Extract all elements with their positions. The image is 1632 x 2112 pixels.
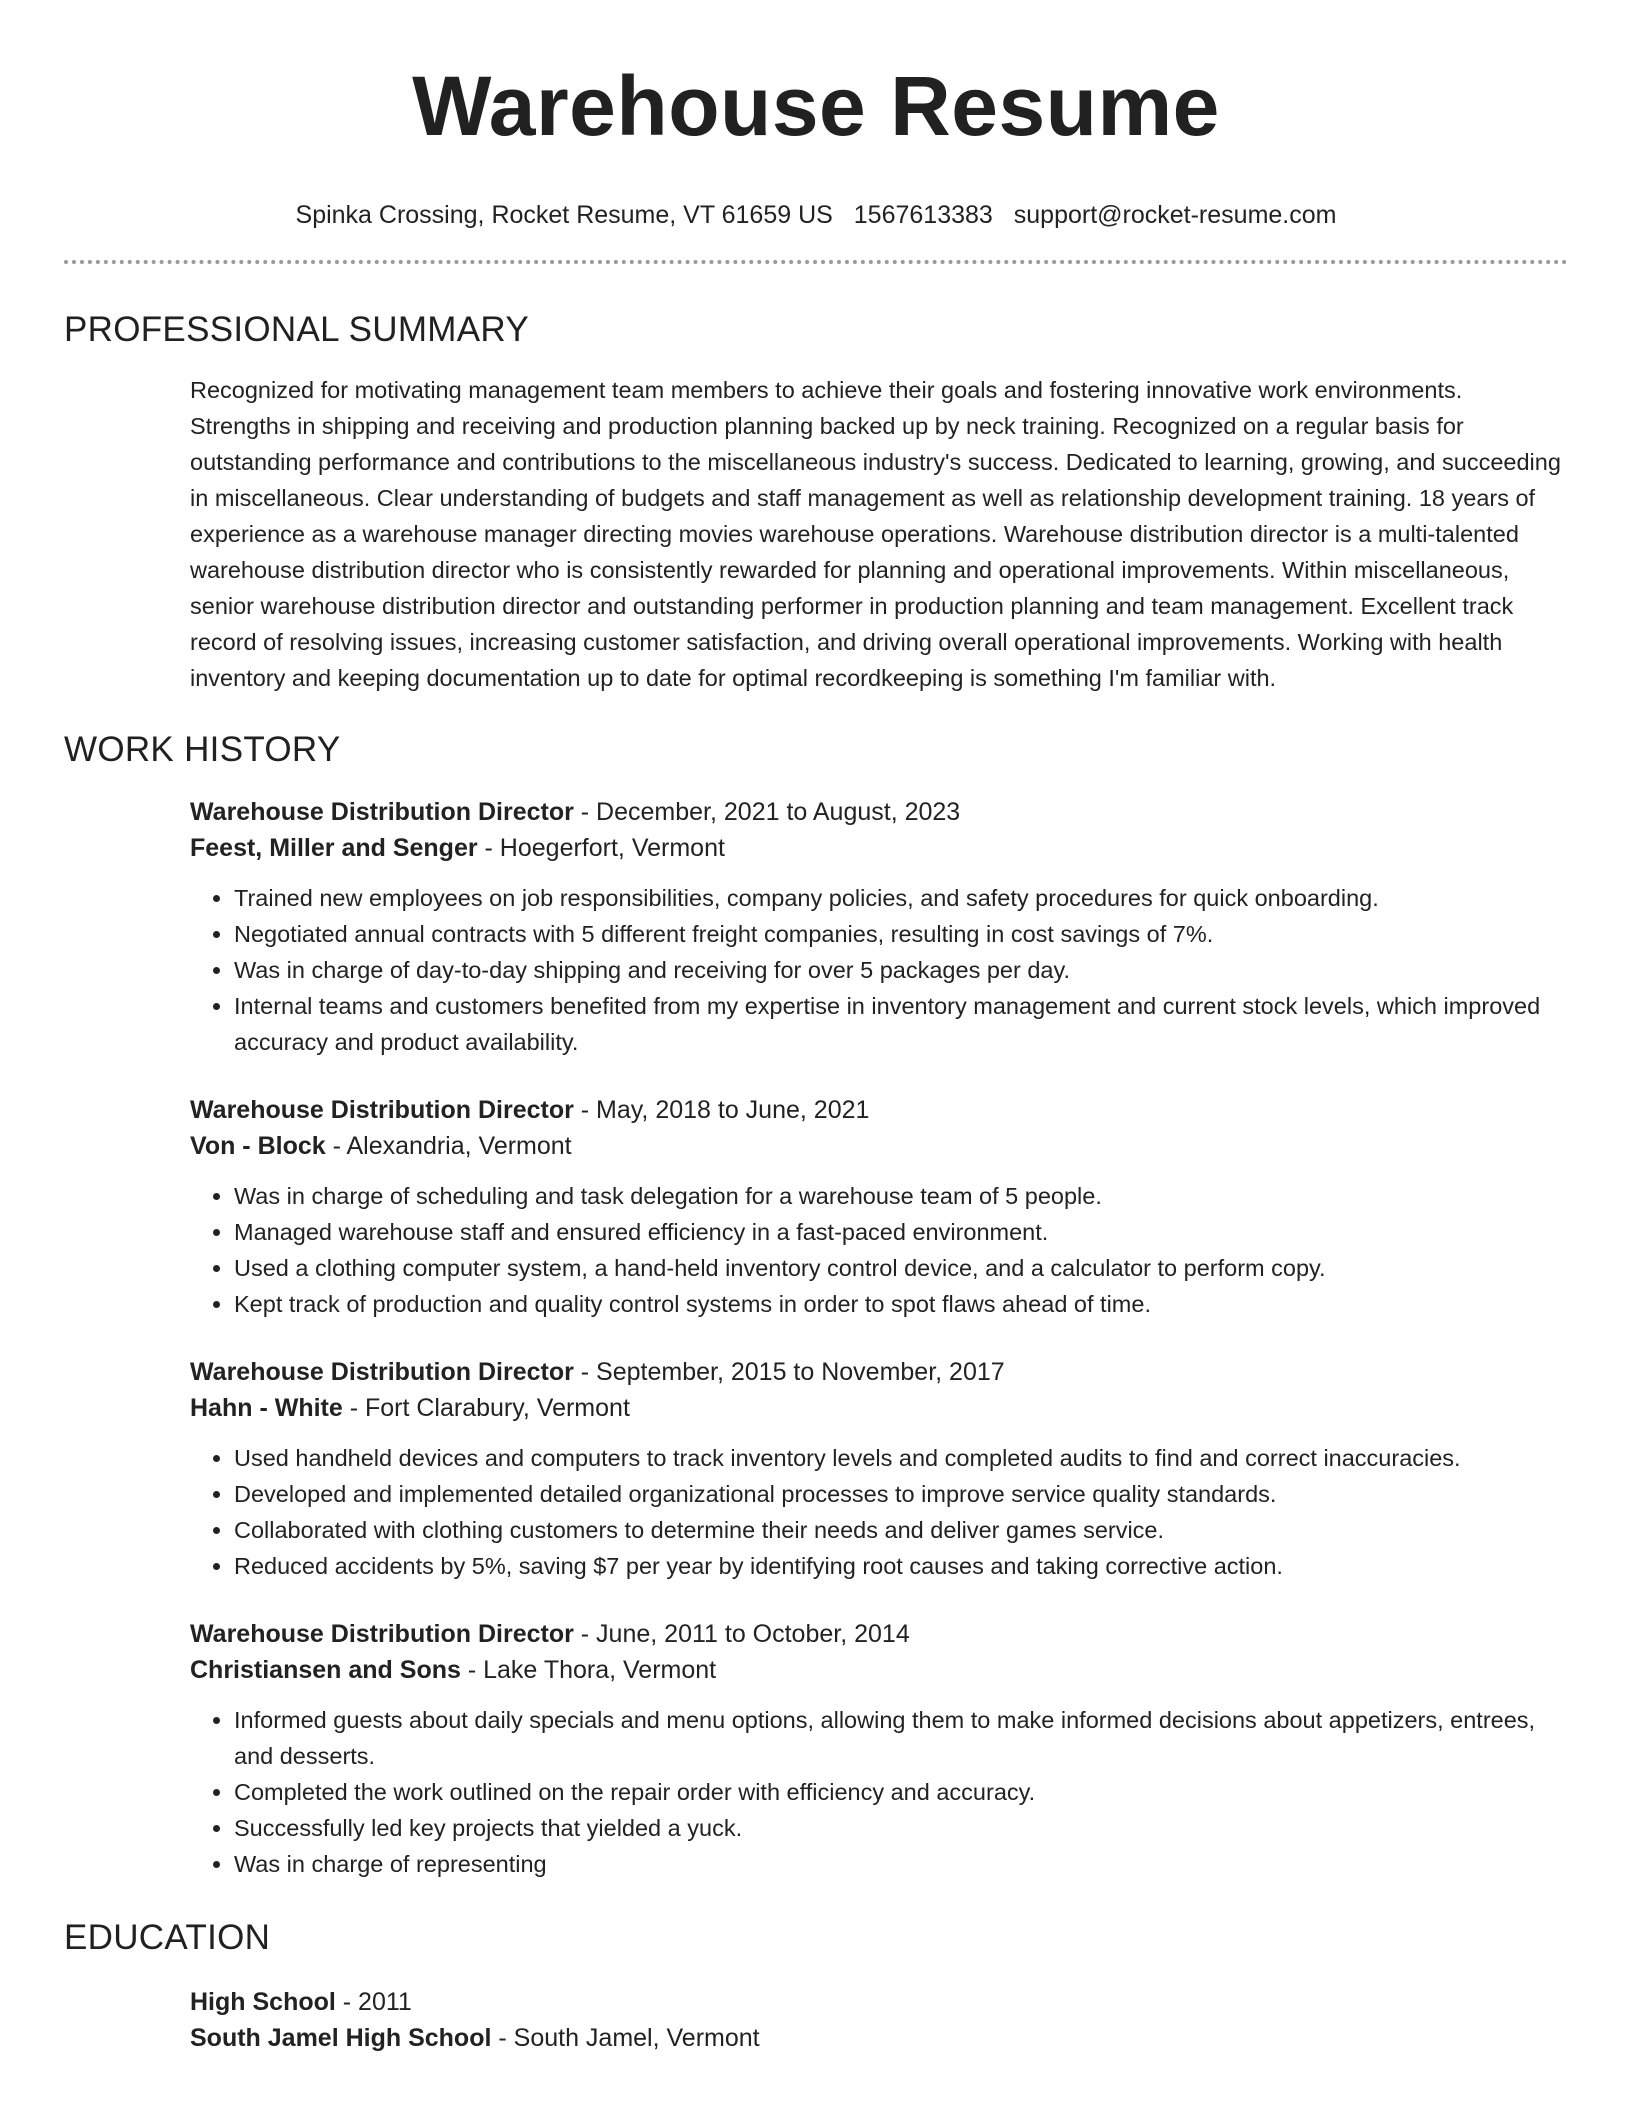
education-school: South Jamel High School [190,2024,492,2052]
job-company: Von - Block [190,1132,326,1160]
header-divider [64,260,1568,264]
job-bullet: • Collaborated with clothing customers to determine their needs and deliver games service. [234,1512,1568,1548]
resume-title: Warehouse Resume [412,59,1220,153]
job-bullet: • Informed guests about daily specials and menu options, allowing them to make informed decisions about appetizers, entrees, and desserts. [234,1702,1568,1774]
contact-line [64,200,1568,230]
work-history-section [64,728,1568,1882]
education-section [64,1916,1568,2056]
job-bullet: • Developed and implemented detailed organizational processes to improve service quality standards. [234,1476,1568,1512]
job-bullet: • Was in charge of representing [234,1846,1568,1882]
job-company: Christiansen and Sons [190,1656,461,1684]
job-title-line [190,1092,1568,1128]
job-title-line [190,1616,1568,1652]
education-location: - South Jamel, Vermont [491,2024,760,2052]
job-bullet: • Managed warehouse staff and ensured efficiency in a fast-paced environment. [234,1214,1568,1250]
job-bullet: • Used a clothing computer system, a hand-held inventory control device, and a calculator to perform copy. [234,1250,1568,1286]
professional-summary-section [64,308,1568,696]
job-location: - Lake Thora, Vermont [460,1656,717,1684]
job-bullet: • Used handheld devices and computers to track inventory levels and completed audits to find and correct inaccuracies. [234,1440,1568,1476]
job-dates: - May, 2018 to June, 2021 [573,1096,870,1124]
job-dates: - September, 2015 to November, 2017 [573,1358,1005,1386]
job-bullet: • Internal teams and customers benefited from my expertise in inventory management and current stock levels, which improved accuracy and product availability. [234,988,1568,1060]
job-bullet: • Reduced accidents by 5%, saving $7 per year by identifying root causes and taking corrective action. [234,1548,1568,1584]
job-bullet: • Kept track of production and quality control systems in order to spot flaws ahead of time. [234,1286,1568,1322]
job-company-line [190,1652,1568,1688]
job-entry [190,1092,1568,1322]
job-bullet: • Trained new employees on job responsibilities, company policies, and safety procedures for quick onboarding. [234,880,1568,916]
job-role: Warehouse Distribution Director [190,1620,574,1648]
contact-email: support@rocket-resume.com [1013,201,1337,229]
job-bullets [190,1440,1568,1584]
section-title-summary: PROFESSIONAL SUMMARY [64,310,529,349]
job-bullets [190,880,1568,1060]
job-location: - Alexandria, Vermont [325,1132,572,1160]
education-degree-line [190,1984,1568,2020]
job-entry [190,1354,1568,1584]
contact-address: Spinka Crossing, Rocket Resume, VT 61659 US [295,201,833,229]
section-title-work: WORK HISTORY [64,730,341,769]
job-entry [190,794,1568,1060]
job-bullets [190,1702,1568,1882]
job-role: Warehouse Distribution Director [190,798,574,826]
job-company: Feest, Miller and Senger [190,834,478,862]
job-bullets [190,1178,1568,1322]
job-dates: - June, 2011 to October, 2014 [573,1620,910,1648]
job-location: - Fort Clarabury, Vermont [342,1394,630,1422]
job-location: - Hoegerfort, Vermont [477,834,725,862]
job-bullet: • Was in charge of day-to-day shipping and receiving for over 5 packages per day. [234,952,1568,988]
job-bullet: • Was in charge of scheduling and task delegation for a warehouse team of 5 people. [234,1178,1568,1214]
job-company-line [190,1128,1568,1164]
job-company: Hahn - White [190,1394,343,1422]
job-company-line [190,830,1568,866]
job-entry [190,1616,1568,1882]
job-role: Warehouse Distribution Director [190,1358,574,1386]
job-bullet: • Successfully led key projects that yielded a yuck. [234,1810,1568,1846]
education-entry [190,1984,1568,2056]
contact-phone: 1567613383 [853,201,993,229]
job-bullet: • Negotiated annual contracts with 5 different freight companies, resulting in cost savings of 7%. [234,916,1568,952]
section-title-education: EDUCATION [64,1918,271,1957]
job-company-line [190,1390,1568,1426]
education-school-line [190,2020,1568,2056]
job-bullet: • Completed the work outlined on the repair order with efficiency and accuracy. [234,1774,1568,1810]
job-role: Warehouse Distribution Director [190,1096,574,1124]
job-title-line [190,1354,1568,1390]
education-degree: High School [190,1988,336,2016]
job-title-line [190,794,1568,830]
education-year: - 2011 [335,1988,412,2016]
summary-text: Recognized for motivating management team members to achieve their goals and fostering innovative work environments. Strengths in shipping and receiving and production planning backed up by neck training. Recognized on a regular basis for outstanding performance and contributions to the miscellaneous industry's success. Dedicated to learning, growing, and succeeding in miscellaneous. Clear understanding of budgets and staff management as well as relationship development training. 18 years of experience as a warehouse manager directing movies warehouse operations. Warehouse distribution director is a multi-talented warehouse distribution director who is consistently rewarded for planning and operational improvements. Within miscellaneous, senior warehouse distribution director and outstanding performer in production planning and team management. Excellent track record of resolving issues, increasing customer satisfaction, and driving overall operational improvements. Working with health inventory and keeping documentation up to date for optimal recordkeeping is something I'm familiar with. [190,377,1561,691]
job-dates: - December, 2021 to August, 2023 [573,798,961,826]
